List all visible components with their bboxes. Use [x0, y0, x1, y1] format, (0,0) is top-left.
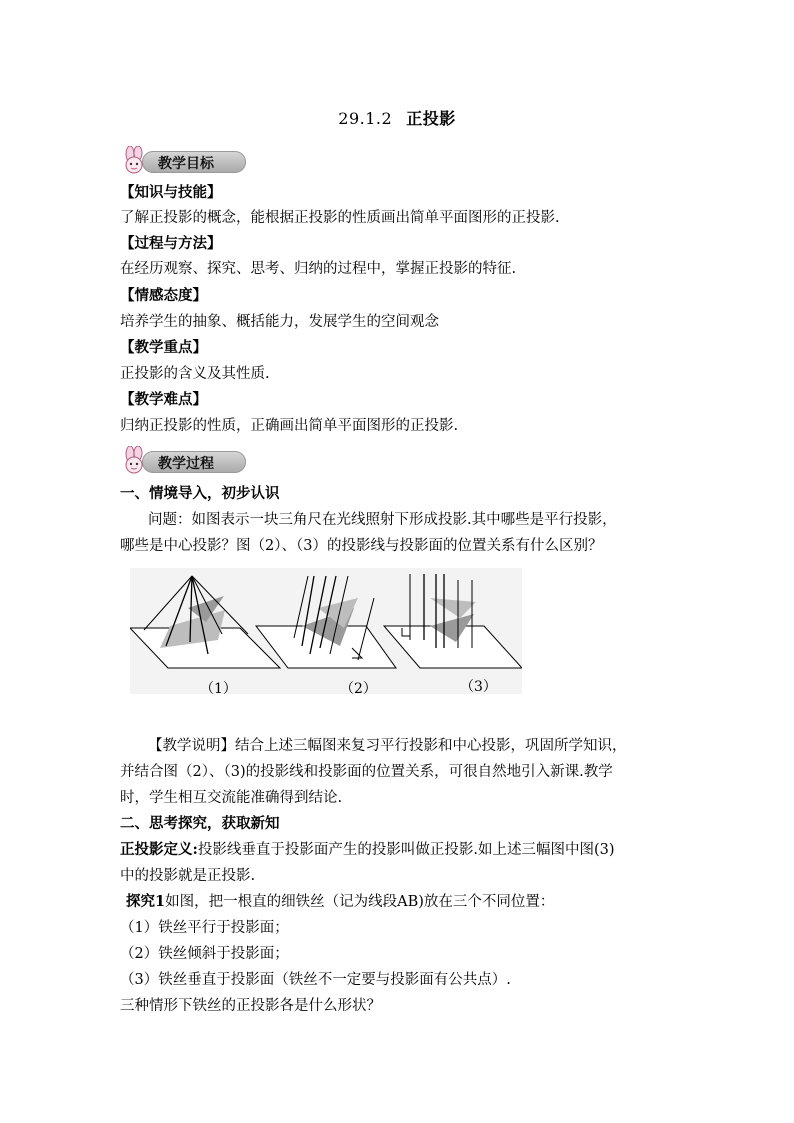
question-line-1: 问题：如图表示一块三角尺在光线照射下形成投影.其中哪些是平行投影，: [148, 512, 617, 528]
process-banner-pill: [142, 451, 246, 473]
section2-heading: 二、思考探究，获取新知: [120, 815, 280, 832]
question-line-2: 哪些是中心投影？图（2）、（3）的投影线与投影面的位置关系有什么区别？: [120, 538, 603, 554]
difficult-heading: 【教学难点】: [120, 391, 207, 408]
explore-item-3: （3）铁丝垂直于投影面（铁丝不一定要与投影面有公共点）.: [120, 972, 511, 988]
definition-text: 投影线垂直于投影面产生的投影叫做正投影.如上述三幅图中图(3): [197, 842, 615, 858]
figure-label-1: （1）: [200, 681, 237, 697]
definition-label: 正投影定义:: [120, 841, 198, 858]
explore-item-2: （2）铁丝倾斜于投影面；: [120, 946, 289, 962]
section-number: 29.1.2: [338, 109, 393, 128]
key-text: 正投影的含义及其性质.: [120, 366, 270, 382]
process-heading: 【过程与方法】: [120, 235, 222, 252]
process-banner: [118, 446, 248, 476]
page-title: [0, 106, 794, 129]
goals-banner: [118, 146, 248, 176]
process-text: 在经历观察、探究、思考、归纳的过程中，掌握正投影的特征.: [120, 261, 517, 277]
figure-label-2: （2）: [340, 681, 377, 697]
explore-item-1: （1）铁丝平行于投影面；: [120, 920, 289, 936]
explore-text: 如图，把一根直的细铁丝（记为线段AB)放在三个不同位置：: [165, 894, 555, 910]
section1-heading: 一、情境导入，初步认识: [120, 485, 280, 502]
difficult-text: 归纳正投影的性质，正确画出简单平面图形的正投影.: [120, 418, 459, 434]
projection-figure: [130, 568, 522, 698]
title-text: 正投影: [406, 109, 456, 128]
knowledge-text: 了解正投影的概念，能根据正投影的性质画出简单平面图形的正投影.: [120, 210, 560, 226]
attitude-text: 培养学生的抽象、概括能力，发展学生的空间观念: [120, 314, 439, 330]
rabbit-mascot-icon: [118, 146, 152, 176]
definition-line-2: 中的投影就是正投影.: [120, 868, 256, 884]
goals-banner-pill: [142, 151, 246, 173]
key-heading: 【教学重点】: [120, 339, 207, 356]
explore-line: [126, 892, 554, 912]
teaching-note-line-1: 【教学说明】结合上述三幅图来复习平行投影和中心投影，巩固所学知识，: [148, 738, 627, 754]
knowledge-heading: 【知识与技能】: [120, 184, 222, 201]
goals-banner-label: 教学目标: [158, 156, 214, 172]
explore-label: 探究1: [126, 893, 166, 910]
teaching-note-line-2: 并结合图（2）、（3)的投影线和投影面的位置关系，可很自然地引入新课.教学: [120, 764, 613, 780]
definition-line-1: [120, 840, 615, 860]
figure-label-3: （3）: [460, 679, 497, 695]
attitude-heading: 【情感态度】: [120, 287, 207, 304]
final-question: 三种情形下铁丝的正投影各是什么形状？: [120, 998, 381, 1014]
teaching-note-line-3: 时，学生相互交流能准确得到结论.: [120, 790, 343, 806]
process-banner-label: 教学过程: [158, 456, 214, 472]
rabbit-mascot-icon: [118, 446, 152, 476]
